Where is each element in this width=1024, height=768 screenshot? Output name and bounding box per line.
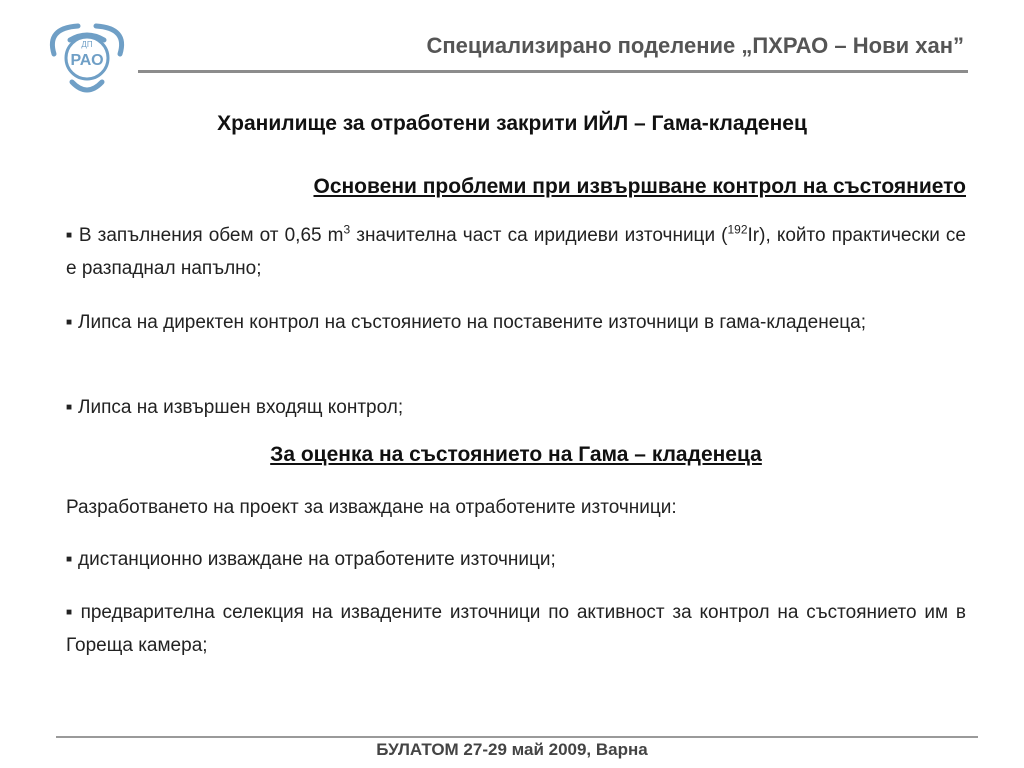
bullet-icon: ■: [66, 230, 73, 241]
header-divider: [138, 70, 968, 73]
bullet-item: ■ дистанционно изваждане на отработените източници;: [66, 549, 556, 570]
bullet-icon: ■: [66, 607, 75, 618]
bullet-icon: ■: [66, 402, 73, 413]
bullet-item: ■ предварителна селекция на извадените източници по активност за контрол на състоянието им в Гореща камера;: [66, 602, 966, 656]
section-heading-assessment: За оценка на състоянието на Гама – кладенеца: [270, 443, 762, 466]
svg-text:РАО: РАО: [70, 52, 104, 69]
footer-text: БУЛАТОМ 27-29 май 2009, Варна: [376, 740, 648, 759]
footer-divider: [56, 736, 978, 738]
organization-title: Специализирано поделение „ПХРАО – Нови хан”: [426, 33, 964, 58]
svg-text:ДП: ДП: [81, 40, 93, 49]
bullet-icon: ■: [66, 554, 73, 565]
slide-title: Хранилище за отработени закрити ИЙЛ – Гама-кладенец: [217, 112, 807, 135]
bullet-item: ■ Липса на директен контрол на състоянието на поставените източници в гама-кладенеца;: [66, 312, 866, 333]
rao-logo: [42, 16, 132, 98]
bullet-item: ■ Липса на извършен входящ контрол;: [66, 397, 404, 418]
section-heading-problems: Основени проблеми при извършване контрол на състоянието: [313, 175, 966, 198]
bullet-icon: ■: [66, 317, 73, 328]
intro-paragraph: Разработването на проект за изваждане на отработените източници:: [66, 497, 677, 518]
bullet-item: ■ В запълнения обем от 0,65 $m^3$ значителна част са иридиеви източници ($^{192}$Ir), който практически се е разпаднал напълно;: [66, 222, 966, 279]
